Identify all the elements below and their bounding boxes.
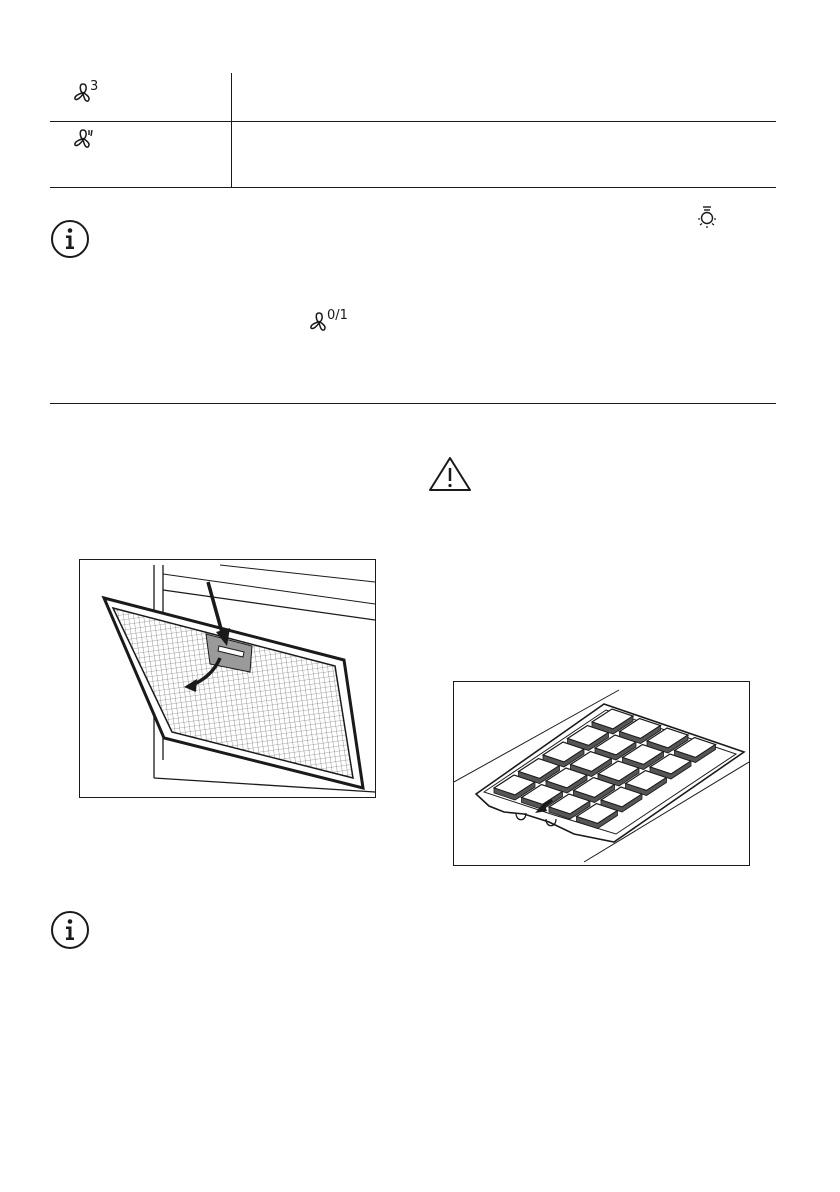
fan-boost-icon [74, 128, 100, 150]
section-divider [50, 403, 776, 404]
table-bottom-border [50, 187, 776, 188]
table-row-divider [50, 121, 776, 122]
fan-speed-superscript: 3 [90, 79, 99, 94]
fan-speed-superscript: 0/1 [327, 308, 348, 323]
table-column-divider [231, 73, 232, 187]
info-icon [50, 219, 90, 259]
warning-icon [428, 456, 472, 492]
charcoal-filter-figure [453, 681, 750, 866]
info-icon [50, 910, 90, 950]
light-icon [696, 205, 718, 229]
grease-filter-figure [79, 559, 376, 798]
